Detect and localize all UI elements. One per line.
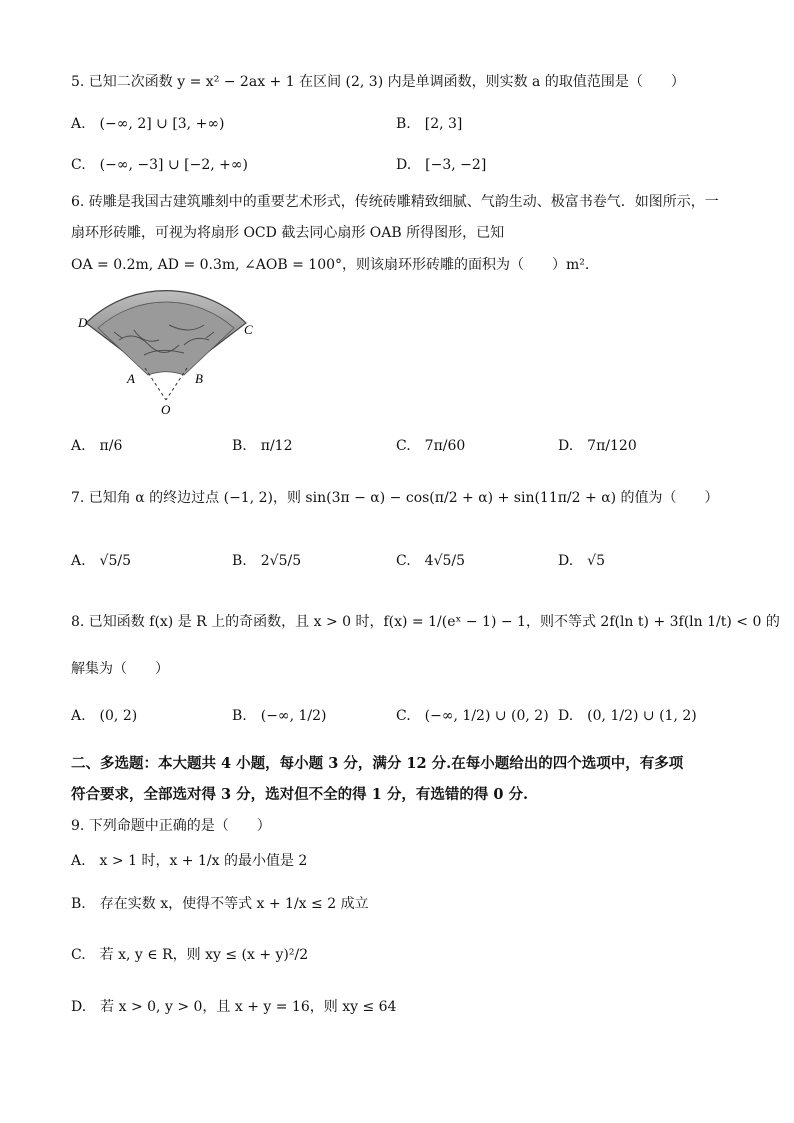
label-o: O — [161, 402, 171, 417]
q6-option-d: D. 7π/120 — [558, 438, 637, 454]
q7-option-b: B. 2√5/5 — [232, 553, 302, 569]
q6-stem-line3: OA = 0.2m, AD = 0.3m, ∠AOB = 100°，则该扇环形砖雕的面积为（ ）m². — [71, 257, 590, 273]
q5-option-b: B. [2, 3] — [396, 116, 463, 132]
q8-stem-line2: 解集为（ ） — [71, 661, 169, 677]
q9-stem: 9. 下列命题中正确的是（ ） — [71, 818, 271, 834]
q6-stem-line1: 6. 砖雕是我国古建筑雕刻中的重要艺术形式，传统砖雕精致细腻、气韵生动、极富书卷气．如图所示，一 — [71, 194, 719, 210]
q9-option-c: C. 若 x, y ∈ R，则 xy ≤ (x + y)²/2 — [71, 947, 309, 963]
q8-stem: 8. 已知函数 f(x) 是 R 上的奇函数，且 x > 0 时，f(x) = 1/(eˣ − 1) − 1，则不等式 2f(ln t) + 3f(ln 1/t) < 0 的 — [71, 614, 780, 630]
label-a: A — [127, 371, 135, 386]
label-c: C — [244, 322, 253, 337]
q9-option-a: A. x > 1 时，x + 1/x 的最小值是 2 — [71, 853, 308, 869]
q5-option-d: D. [−3, −2] — [396, 157, 487, 173]
label-b: B — [195, 371, 203, 386]
q7-option-a: A. √5/5 — [71, 553, 132, 569]
q5-option-c: C. (−∞, −3] ∪ [−2, +∞) — [71, 157, 249, 173]
q8-option-d: D. (0, 1/2) ∪ (1, 2) — [558, 708, 697, 724]
section2-heading-line1: 二、多选题：本大题共 4 小题，每小题 3 分，满分 12 分.在每小题给出的四个选项中，有多项 — [71, 755, 684, 772]
q8-option-a: A. (0, 2) — [71, 708, 138, 724]
q7-option-d: D. √5 — [558, 553, 606, 569]
q8-option-c: C. (−∞, 1/2) ∪ (0, 2) — [396, 708, 549, 724]
q6-option-b: B. π/12 — [232, 438, 293, 454]
q9-option-b: B. 存在实数 x，使得不等式 x + 1/x ≤ 2 成立 — [71, 896, 369, 912]
label-d: D — [78, 315, 88, 330]
q7-option-c: C. 4√5/5 — [396, 553, 466, 569]
q5-stem: 5. 已知二次函数 y = x² − 2ax + 1 在区间 (2, 3) 内是单调函数，则实数 a 的取值范围是（ ） — [71, 74, 685, 90]
q8-option-b: B. (−∞, 1/2) — [232, 708, 327, 724]
q7-stem: 7. 已知角 α 的终边过点 (−1, 2)，则 sin(3π − α) − cos(π/2 + α) + sin(11π/2 + α) 的值为（ ） — [71, 490, 719, 506]
annular-sector-figure — [74, 290, 264, 418]
q9-option-d: D. 若 x > 0, y > 0，且 x + y = 16，则 xy ≤ 64 — [71, 999, 397, 1015]
q5-option-a: A. (−∞, 2] ∪ [3, +∞) — [71, 116, 225, 132]
q6-stem-line2: 扇环形砖雕，可视为将扇形 OCD 截去同心扇形 OAB 所得图形，已知 — [71, 225, 505, 241]
q6-option-c: C. 7π/60 — [396, 438, 466, 454]
section2-heading-line2: 符合要求，全部选对得 3 分，选对但不全的得 1 分，有选错的得 0 分. — [71, 786, 529, 803]
q6-option-a: A. π/6 — [71, 438, 123, 454]
